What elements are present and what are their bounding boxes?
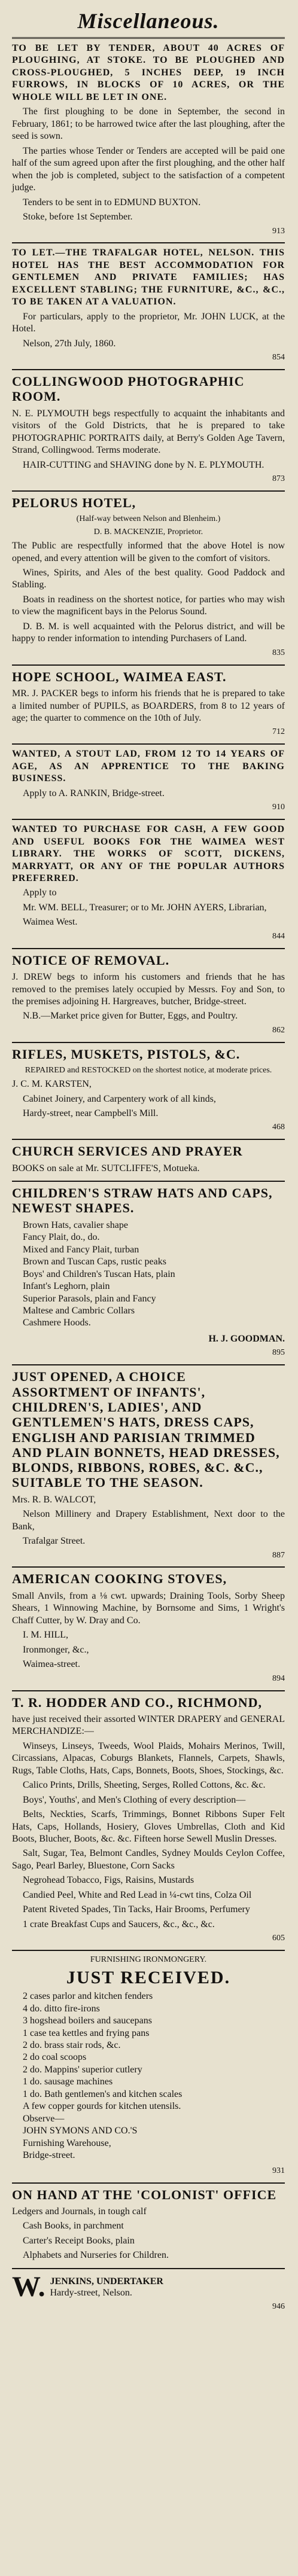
ad-list-item: Infant's Leghorn, plain (23, 1281, 110, 1292)
ad-separator (12, 2268, 285, 2269)
ad-line: BOOKS on sale at Mr. SUTCLIFFE'S, Motueka. (12, 1163, 200, 1173)
ad-list-item: Furnishing Warehouse, (23, 2138, 111, 2148)
ad-line: Apply to A. RANKIN, Bridge-street. (23, 788, 165, 798)
ad-line: Nelson Millinery and Drapery Establishment, Next door to the Bank, (12, 1509, 285, 1532)
ad-line: Wines, Spirits, and Ales of the best quality. Good Paddock and Stabling. (12, 568, 285, 590)
ad-title: JUST OPENED, A CHOICE ASSORTMENT OF INFANTS', CHILDREN'S, LADIES', AND GENTLEMEN'S HATS, DRESS CAPS, ENGLISH AND PARISIAN TRIMMED AND PLAIN BONNETS, HEAD DRESSES, BLONDS, RIBBONS, ROBES, &C. &C., SUITABLE TO THE SEASON. (12, 1369, 280, 1490)
ad-separator (12, 1139, 285, 1140)
ad-separator (12, 948, 285, 949)
ad-line: Patent Riveted Spades, Tin Tacks, Hair Brooms, Perfumery (23, 1904, 250, 1915)
ad-line: N.B.—Market price given for Butter, Eggs, and Poultry. (23, 1011, 238, 1022)
ad-separator (12, 2182, 285, 2184)
ad-line: Mrs. R. B. WALCOT, (12, 1494, 96, 1505)
ad-subtitle: (Half-way between Nelson and Blenheim.) (76, 514, 221, 524)
ad-drew (12, 953, 285, 1036)
ad-separator (12, 490, 285, 492)
ad-line: Cash Books, in parchment (23, 2221, 124, 2231)
ad-line: Hardy-street, near Campbell's Mill. (23, 1108, 159, 1118)
ad-line: For particulars, apply to the proprietor, Mr. JOHN LUCK, at the Hotel. (12, 311, 285, 334)
ad-line: TO LET.—THE TRAFALGAR HOTEL, NELSON. THIS HOTEL HAS THE BEST ACCOMMODATION FOR GENTLEMEN AND PRIVATE FAMILIES; HAS EXCELLENT STABLING; THE FURNITURE, &C., &C., TO BE TAKEN AT A VALUATION. (12, 248, 285, 307)
ad-number: 910 (272, 803, 285, 812)
ad-line: Tenders to be sent in to EDMUND BUXTON. (23, 197, 201, 208)
ad-separator (12, 1690, 285, 1691)
ad-separator (12, 369, 285, 370)
ad-line: The first ploughing to be done in September, the second in February, 1861; to be harrowed twice after the last ploughing, after the seed is sown. (12, 106, 285, 142)
ad-line: J. DREW begs to inform his customers and friends that he has removed to the premises lately occupied by Messrs. Foy and Son, to the premises adjoining H. Hargreaves, butcher, Bridge-street. (12, 972, 285, 1007)
ad-title: NOTICE OF REMOVAL. (12, 952, 170, 968)
ad-line: Apply to (23, 888, 57, 898)
ad-line: Calico Prints, Drills, Sheeting, Serges, Rolled Cottons, &c. &c. (23, 1780, 266, 1791)
ad-list-item: A few copper gourds for kitchen utensils. (23, 2101, 181, 2112)
ad-list-item: 1 do. Bath gentlemen's and kitchen scales (23, 2089, 183, 2099)
ad-separator (12, 242, 285, 243)
ad-title: COLLINGWOOD PHOTOGRAPHIC ROOM. (12, 374, 245, 404)
ad-number: 895 (272, 1348, 285, 1358)
ad-number: 931 (272, 2166, 285, 2175)
ad-number: 862 (272, 1025, 285, 1035)
ad-list-items (23, 1220, 285, 1330)
ad-line: Stoke, before 1st September. (23, 212, 133, 222)
ad-line: J. C. M. KARSTEN, (12, 1079, 92, 1090)
ad-line: Boys', Youths', and Men's Clothing of every description— (23, 1794, 246, 1805)
ad-number: 873 (272, 474, 285, 484)
ad-list-item: 4 do. ditto fire-irons (23, 2003, 100, 2014)
ad-line: The Public are respectfully informed that the above Hotel is now opened, and every attention will be given to the comfort of visitors. (12, 541, 285, 563)
ad-line: Salt, Sugar, Tea, Belmont Candles, Sydney Moulds Ceylon Coffee, Sago, Pearl Barley, Bluestone, Corn Sacks (12, 1848, 285, 1871)
ad-separator (12, 1042, 285, 1043)
ad-title: CHILDREN'S STRAW HATS AND CAPS, NEWEST SHAPES. (12, 1185, 273, 1216)
header-rule (12, 37, 285, 39)
ad-trafalgar (12, 247, 285, 363)
ad-line: 1 crate Breakfast Cups and Saucers, &c., &c., &c. (23, 1919, 215, 1929)
ad-received (12, 1955, 285, 2176)
ad-proprietor: D. B. MACKENZIE, Proprietor. (93, 528, 203, 537)
ad-separator (12, 664, 285, 666)
ad-list-item: Maltese and Cambric Collars (23, 1306, 135, 1316)
ad-heading-text (50, 2276, 163, 2298)
ad-list-item: Mixed and Fancy Plait, turban (23, 1244, 139, 1255)
ad-line: The parties whose Tender or Tenders are accepted will be paid one half of the sum agreed upon after the first ploughing, and the other half when the job is completed, subject to the satisfaction of a competent judge. (12, 145, 285, 193)
ad-line: Small Anvils, from a ⅛ cwt. upwards; Draining Tools, Sorby Sheep Shears, 1 Winnowing Machine, by Bornsome and Sims, 1 Wright's Chaff Cutter, by W. Dray and Co. (12, 1590, 285, 1626)
ad-line: D. B. M. is well acquainted with the Pelorus district, and will be happy to render information to intending Purchasers of Land. (12, 621, 285, 644)
ad-list-item: 1 case tea kettles and frying pans (23, 2028, 150, 2038)
ad-list-item: Fancy Plait, do., do. (23, 1232, 100, 1243)
ad-line: HAIR-CUTTING and SHAVING done by N. E. PLYMOUTH. (23, 459, 264, 470)
ad-title: AMERICAN COOKING STOVES, (12, 1571, 227, 1587)
ad-line: have just received their assorted WINTER DRAPERY and GENERAL MERCHANDIZE:— (12, 1714, 285, 1737)
ad-line: Alphabets and Nurseries for Children. (23, 2250, 169, 2261)
ad-number: 468 (272, 1123, 285, 1132)
ad-line: WANTED, A STOUT LAD, FROM 12 TO 14 YEARS OF AGE, AS AN APPRENTICE TO THE BAKING BUSINESS. (12, 749, 285, 784)
ad-rifles (12, 1047, 285, 1133)
ad-just_opened (12, 1369, 285, 1560)
ad-line: Waimea-street. (23, 1659, 80, 1670)
ad-top-label: FURNISHING IRONMONGERY. (90, 1955, 207, 1965)
ad-american (12, 1571, 285, 1684)
ad-line: Ironmonger, &c., (23, 1644, 89, 1655)
ad-list-item: Bridge-street. (23, 2150, 75, 2161)
ad-line: Belts, Neckties, Scarfs, Trimmings, Bonnet Ribbons Super Felt Hats, Caps, Hollands, Hosiery, Gloves Umbrellas, Cloth and Kid Boots, Blucher, Boots, &c. &c. Fifteen horse Sewell Muslin Dresses. (12, 1809, 285, 1845)
ad-signature: H. J. GOODMAN. (208, 1333, 285, 1344)
ad-line: Mr. WM. BELL, Treasurer; or to Mr. JOHN AYERS, Librarian, (23, 902, 267, 913)
ad-separator (12, 819, 285, 820)
ad-colonist (12, 2187, 285, 2262)
ad-wanted_lad (12, 748, 285, 813)
ad-list-item: Superior Parasols, plain and Fancy (23, 1293, 156, 1304)
ad-separator (12, 1181, 285, 1182)
section-header: Miscellaneous. (77, 9, 220, 33)
ad-list-item: JOHN SYMONS AND CO.'S (23, 2126, 138, 2136)
ad-separator (12, 1950, 285, 1951)
ad-line: Winseys, Linseys, Tweeds, Wool Plaids, Mohairs Merinos, Twill, Circassians, Alpacas, Coburgs Blankets, Flannels, Carpets, Shawls, Rugs, Table Cloths, Hats, Caps, Bonnets, Boots, Shoes, Stockings, &c. (12, 1740, 285, 1776)
ad-separator (12, 743, 285, 745)
ad-title: T. R. HODDER AND CO., RICHMOND, (12, 1694, 263, 1710)
ad-list-item: Brown Hats, cavalier shape (23, 1220, 128, 1230)
ad-line: TO BE LET BY TENDER, ABOUT 40 ACRES OF PLOUGHING, AT STOKE. TO BE PLOUGHED AND CROSS-PLOUGHED, 5 INCHES DEEP, 19 INCH FURROWS, IN BLOCKS OF 10 ACRES, OR THE WHOLE WILL BE LET IN ONE. (12, 43, 285, 102)
ad-number: 844 (272, 931, 285, 941)
ad-list-item: Boys' and Children's Tuscan Hats, plain (23, 1269, 175, 1279)
ad-pelorus (12, 495, 285, 659)
ad-list-item: Observe— (23, 2113, 65, 2124)
ad-title: JENKINS, UNDERTAKER (50, 2276, 163, 2287)
ad-list-item: Cashmere Hoods. (23, 1318, 91, 1328)
ad-wanted_purchase (12, 824, 285, 942)
ad-title: JUST RECEIVED. (66, 1968, 231, 1988)
ad-line: I. M. HILL, (23, 1630, 68, 1641)
ad-list-item: 1 do. sausage machines (23, 2077, 113, 2087)
ad-list (12, 42, 285, 2312)
ad-children (12, 1185, 285, 1358)
ad-church (12, 1144, 285, 1175)
ad-list-item: 2 cases parlor and kitchen fenders (23, 1991, 153, 2002)
ad-list-item: 2 do. Mappins' superior cutlery (23, 2064, 142, 2075)
ad-title: HOPE SCHOOL, WAIMEA EAST. (12, 669, 227, 684)
ad-number: 946 (272, 2301, 285, 2311)
ad-list-item: 2 do coal scoops (23, 2052, 87, 2063)
ad-line: Hardy-street, Nelson. (50, 2287, 132, 2298)
ad-line: Carter's Receipt Books, plain (23, 2235, 135, 2246)
ad-line: Nelson, 27th July, 1860. (23, 338, 116, 349)
ad-line: Trafalgar Street. (23, 1536, 86, 1547)
ad-number: 913 (272, 226, 285, 236)
ad-subtitle: REPAIRED and RESTOCKED on the shortest notice, at moderate prices. (25, 1066, 272, 1075)
ad-list-item: 2 do. brass stair rods, &c. (23, 2040, 121, 2050)
ad-number: 835 (272, 648, 285, 657)
ad-number: 712 (272, 727, 285, 737)
ad-line: Candied Peel, White and Red Lead in ¼-cwt tins, Colza Oil (23, 1889, 252, 1900)
ad-line: WANTED TO PURCHASE FOR CASH, A FEW GOOD AND USEFUL BOOKS FOR THE WAIMEA WEST LIBRARY. THE WORKS OF SCOTT, DICKENS, MARRYATT, OR ANY OF THE POPULAR AUTHORS PREFERRED. (12, 824, 285, 883)
ad-number: 894 (272, 1673, 285, 1683)
ad-hodder (12, 1695, 285, 1944)
ad-hope_school (12, 669, 285, 738)
ad-number: 854 (272, 353, 285, 362)
ad-title: PELORUS HOTEL, (12, 495, 136, 510)
ad-title: ON HAND AT THE 'COLONIST' OFFICE (12, 2187, 277, 2202)
ad-line: Boats in readiness on the shortest notice, for parties who may wish to view the magnificent bays in the Pelorus Sound. (12, 594, 285, 617)
ad-line: Negrohead Tobacco, Figs, Raisins, Mustards (23, 1875, 194, 1886)
ad-line: Ledgers and Journals, in tough calf (12, 2206, 147, 2217)
ad-list-item: 3 hogshead boilers and saucepans (23, 2016, 152, 2026)
ad-line: N. E. PLYMOUTH begs respectfully to acquaint the inhabitants and visitors of the Gold Districts, that he is prepared to take PHOTOGRAPHIC PORTRAITS daily, at Berry's Golden Age Tavern, Strand, Collingwood. Terms moderate. (12, 408, 285, 456)
ad-number: 605 (272, 1934, 285, 1943)
ad-list-items (23, 1990, 285, 2162)
ad-title: RIFLES, MUSKETS, PISTOLS, &C. (12, 1046, 241, 1062)
ad-let_tender (12, 42, 285, 236)
ad-separator (12, 1364, 285, 1365)
ad-line: Waimea West. (23, 917, 78, 928)
ad-collingwood (12, 374, 285, 484)
ad-line: MR. J. PACKER begs to inform his friends that he is prepared to take a limited number of PUPILS, as BOARDERS, from 8 to 12 years of age; the quarter to commence on the 10th of July. (12, 688, 285, 723)
ad-number: 887 (272, 1550, 285, 1560)
ad-jenkins (12, 2270, 285, 2312)
ad-line: Cabinet Joinery, and Carpentery work of all kinds, (23, 1093, 216, 1104)
ad-title: CHURCH SERVICES AND PRAYER (12, 1144, 243, 1159)
ad-drop-letter: W. (12, 2270, 45, 2303)
ad-separator (12, 1566, 285, 1568)
ad-heading-row (12, 2270, 285, 2303)
ad-list-item: Brown and Tuscan Caps, rustic peaks (23, 1257, 166, 1267)
